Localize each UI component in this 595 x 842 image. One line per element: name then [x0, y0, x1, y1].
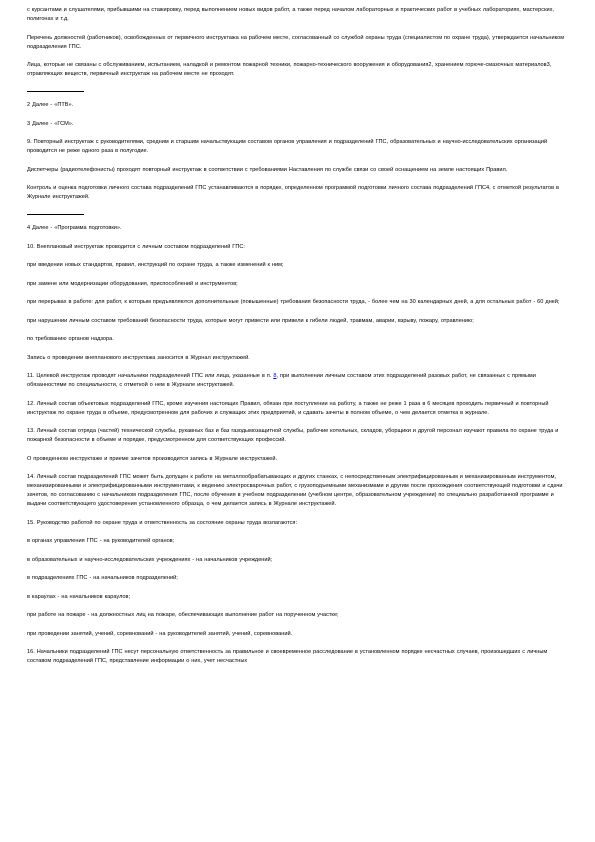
footnote: 3 Далее - «ГСМ».	[27, 120, 74, 127]
paragraph: 15. Руководство работой по охране труда и ответственность за состояние охраны труда возлагаются:	[27, 519, 298, 526]
clause-link[interactable]: 8	[273, 373, 277, 379]
list-item: при введении новых стандартов, правил, инструкций по охране труда, а также изменений к ним;	[27, 262, 284, 268]
paragraph: с курсантами и слушателями, прибывшими на стажировку, перед выполнением новых видов работ, а также перед началом лабораторных и практических работ в учебных лабораториях, мастерских, полигонах и т.д.	[27, 7, 554, 22]
paragraph-text: , при выполнении личным составом этих подразделений разовых работ, не связанных с прямыми обязанностями по специальности, с отметкой о нем в Журнале инструктажей.	[27, 373, 536, 388]
list-item: при нарушении личным составом требований безопасности труда, которые могут привести или привели к гибели людей, травмам, аварии, взрыву, пожару, отравлению;	[27, 317, 474, 324]
list-item: при работе на пожаре - на должностных лиц на пожаре, обеспечивающих выполнение работ на порученном участке;	[27, 612, 339, 618]
paragraph: Лица, которые не связаны с обслуживанием, испытанием, наладкой и ремонтом пожарной техники, пожарно-технического вооружения и оборудования2, хранением горюче-смазочных материалов3, отравляющих веществ, первичный инструктаж на рабочем месте не проходят.	[27, 62, 552, 77]
footnote: 2 Далее - «ПТВ».	[27, 102, 74, 108]
list-item: при замене или модернизации оборудования, приспособлений и инструментов;	[27, 280, 238, 287]
paragraph: 13. Личный состав отряда (частей) технической службы, рукавных баз и баз газодымозащитной службы, рабочие котельных, складов, уборщики и другой персонал изучают правила по охране труда и пожарной безопасности в объеме и порядке, предусмотренном для соответствующих профессий.	[27, 428, 559, 443]
paragraph: Контроль и оценка подготовки личного состава подразделений ГПС устанавливаются в порядке, определенном программой подготовки личного состава подразделений ГПС4, с отметкой результатов в Журнале инструктажей.	[27, 185, 560, 200]
paragraph-text: 11. Целевой инструктаж проводят начальники подразделений ГПС или лица, указанные в п.	[27, 373, 274, 379]
list-item: в подразделениях ГПС - на начальников подразделений;	[27, 575, 178, 581]
footnote-divider	[27, 214, 84, 215]
footnote-divider	[27, 91, 84, 92]
footnote: 4 Далее - «Программа подготовки».	[27, 225, 122, 231]
paragraph: 14. Личный состав подразделений ГПС может быть допущен к работе на металлообрабатывающих и других станках, с непосредственным электрифицированным и механизированным инструментом, механизированными и электрифицированными инструментами, к ведению электросварочных работ, с грузоподъемными механизмами и другим после прохождения соответствующей подготовки и сдачи зачетов, по согласованию с начальником подразделения ГПС, после обучения в учебном подразделении (учебном центре, образовательном учреждении) по специально разработанной программе и выдачи соответствующего удостоверения установленного образца, о чем делается запись в Журнале инструктажей.	[27, 474, 563, 507]
paragraph: Диспетчеры (радиотелефонисты) проходят повторный инструктаж в соответствии с требованиями Наставления по службе связи со своей оснащением на земле настоящих Правил.	[27, 166, 508, 173]
paragraph: 10. Внеплановый инструктаж проводится с личным составом подразделений ГПС:	[27, 243, 245, 250]
paragraph-11	[27, 372, 570, 390]
paragraph: Перечень должностей (работников), освобожденных от первичного инструктажа на рабочем месте, согласованный со службой охраны труда (специалистом по охране труда), утверждается начальником подразделения ГПС.	[27, 34, 565, 50]
list-item: в органах управления ГПС - на руководителей органов;	[27, 538, 175, 544]
paragraph: О проведенном инструктаже и приеме зачетов производится запись в Журнале инструктажей.	[27, 455, 278, 462]
list-item: в караулах - на начальников караулов;	[27, 593, 131, 600]
paragraph: 12. Личный состав объектовых подразделений ГПС, кроме изучения настоящих Правил, обязан при поступлении на работу, а также не реже 1 раза в 6 месяцев проходить первичный и повторный инструктаж по охране труда в объеме, предусмотренном для рабочих и служащих этих предприятий, и сдавать зачеты в полном объеме, о чем делается отметка в журнале.	[27, 400, 549, 416]
paragraph: 16. Начальники подразделений ГПС несут персональную ответственность за правильное и своевременное расследование в установленном порядке несчастных случаев, произошедших с личным составом подразделений ГПС, представление информации о них, учет несчастных	[27, 649, 548, 664]
list-item: по требованию органов надзора.	[27, 336, 114, 342]
list-item: в образовательных и научно-исследовательских учреждениях - на начальников учреждений;	[27, 556, 273, 563]
paragraph: Запись о проведении внепланового инструктажа заносится в Журнал инструктажей.	[27, 354, 250, 361]
list-item: при перерывах в работе: для работ, к которым предъявляются дополнительные (повышенные) требования безопасности труда, - более чем на 30 календарных дней, а для остальных работ - 60 дней;	[27, 299, 560, 305]
list-item: при проведении занятий, учений, соревнований - на руководителей занятий, учений, соревнований.	[27, 630, 293, 637]
paragraph: 9. Повторный инструктаж с руководителями, средним и старшим начальствующим составом органов управления и подразделений ГПС, образовательных и научно-исследовательских организаций проводится не реже одного раза в полугодие.	[27, 139, 548, 154]
